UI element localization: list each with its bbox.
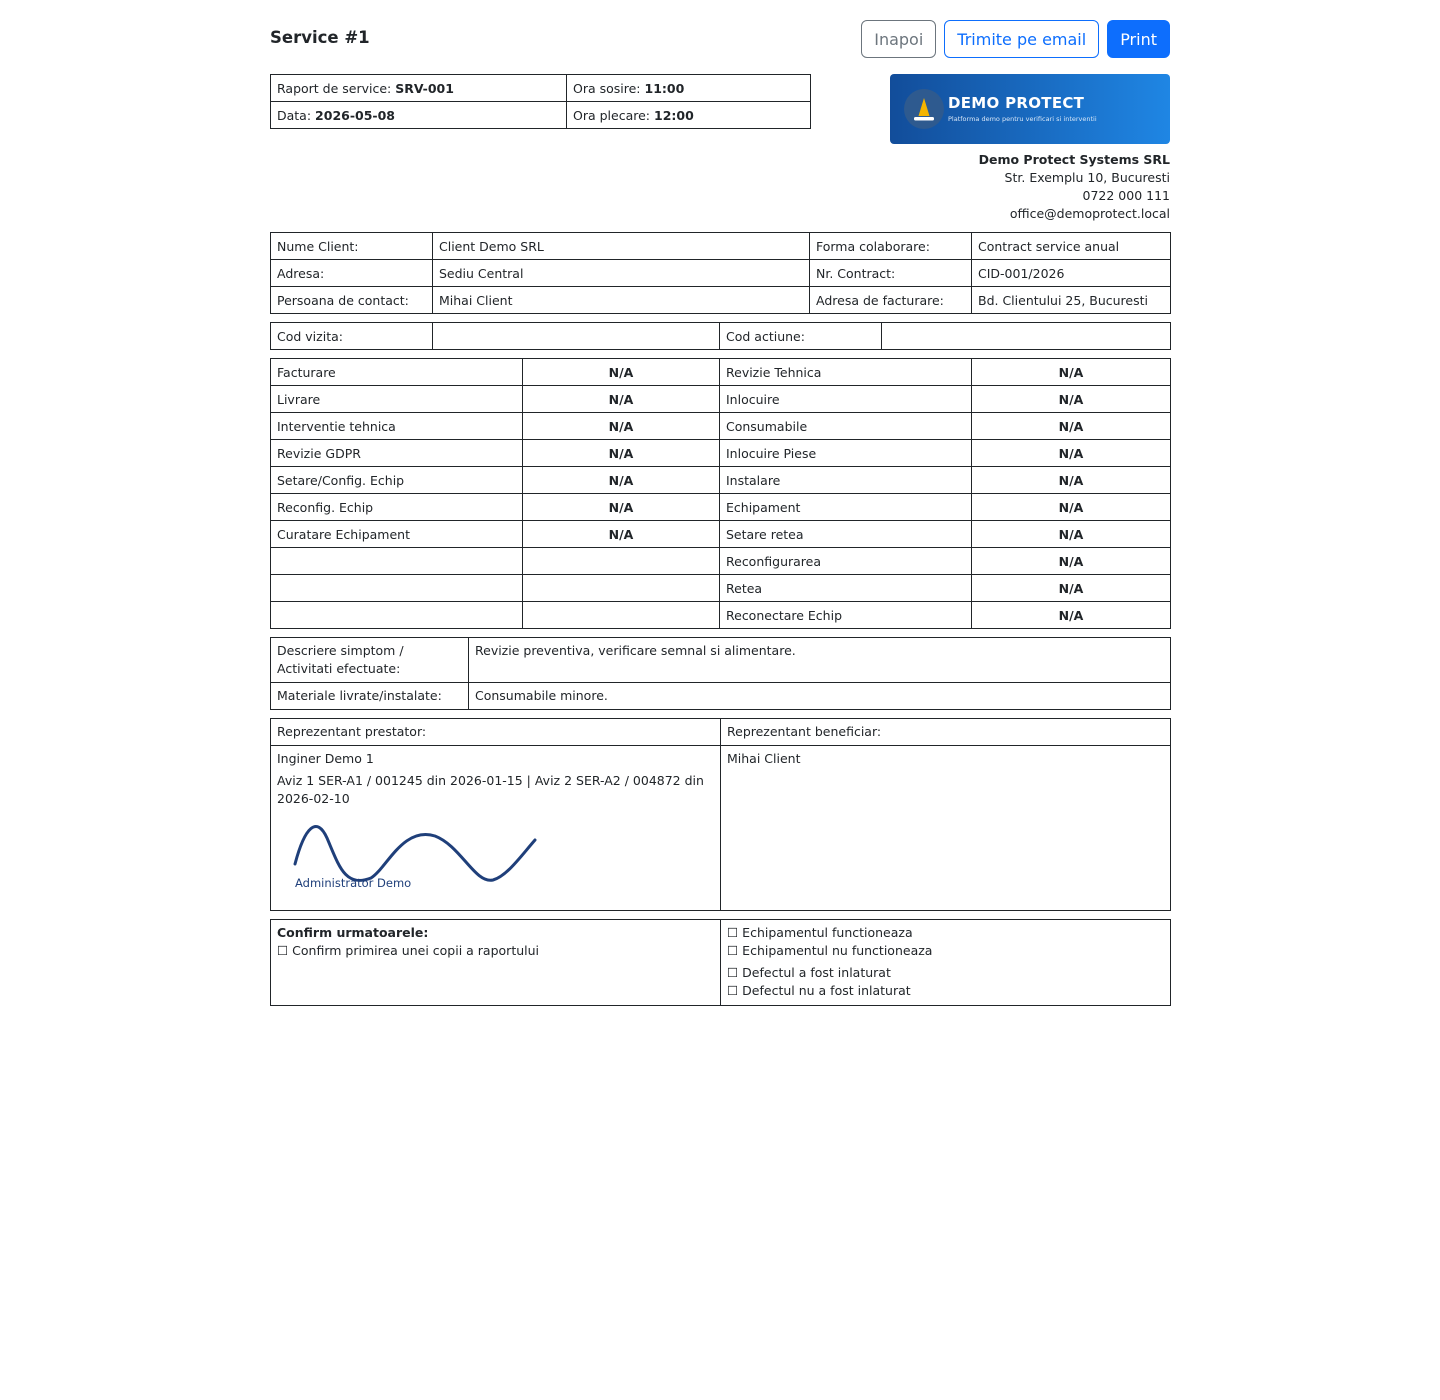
codes-row [271, 323, 1171, 350]
arrival-time-value: 11:00 [644, 80, 685, 96]
report-meta-table [270, 74, 811, 129]
activity-row [271, 575, 1171, 602]
activity-label-left: Setare/Config. Echip [271, 467, 523, 494]
confirm-right-cell [721, 920, 1171, 1006]
activity-label-right: Revizie Tehnica [720, 359, 972, 386]
departure-time-value: 12:00 [654, 107, 694, 123]
company-email: office@demoprotect.local [1009, 206, 1170, 221]
description-table [270, 637, 1171, 710]
signature-name: Administrator Demo [295, 876, 412, 890]
page-header [270, 20, 1170, 58]
client-row [271, 260, 1171, 287]
page-title: Service #1 [270, 28, 370, 47]
company-logo [890, 74, 1170, 144]
activity-label-left: Curatare Echipament [271, 521, 523, 548]
beneficiary-rep-label: Reprezentant beneficiar: [721, 719, 1171, 746]
action-code-label: Cod actiune: [720, 323, 882, 350]
collaboration-value: Contract service anual [972, 233, 1171, 260]
contract-number-value: CID-001/2026 [972, 260, 1171, 287]
beneficiary-rep-name: Mihai Client [727, 751, 801, 766]
activity-value-right: N/A [972, 521, 1171, 548]
activity-label-right: Instalare [720, 467, 972, 494]
logo-tagline: Platforma demo pentru verificari si interventii [948, 115, 1097, 123]
representatives-body-row [271, 746, 1171, 911]
logo-name: DEMO PROTECT [948, 94, 1085, 112]
activity-value-right: N/A [972, 548, 1171, 575]
activity-label-left: Revizie GDPR [271, 440, 523, 467]
beneficiary-rep-cell [721, 746, 1171, 911]
activity-row [271, 521, 1171, 548]
client-row [271, 233, 1171, 260]
confirmation-row [271, 920, 1171, 1006]
logo-emblem [904, 89, 944, 129]
confirm-copy-checkbox[interactable]: ☐ Confirm primirea unei copii a raportului [277, 943, 540, 958]
activity-value-left: N/A [523, 467, 720, 494]
activity-value-left: N/A [523, 386, 720, 413]
activity-row [271, 440, 1171, 467]
visit-code-value [433, 323, 720, 350]
departure-time-cell [567, 102, 811, 129]
activity-row [271, 494, 1171, 521]
activities-table [270, 358, 1171, 629]
report-number-value: SRV-001 [395, 80, 454, 96]
arrival-time-label: Ora sosire: [573, 80, 641, 96]
activity-value-right: N/A [972, 359, 1171, 386]
client-address-value: Sediu Central [433, 260, 810, 287]
collaboration-label: Forma colaborare: [810, 233, 972, 260]
activity-label-right: Echipament [720, 494, 972, 521]
arrival-time-cell [567, 75, 811, 102]
billing-address-label: Adresa de facturare: [810, 287, 972, 314]
confirmation-table [270, 919, 1171, 1006]
company-info [979, 151, 1170, 223]
activity-label-right: Reconfigurarea [720, 548, 972, 575]
cone-icon [904, 89, 944, 129]
activity-value-left [523, 602, 720, 629]
provider-rep-name: Inginer Demo 1 [277, 751, 374, 766]
report-date-label: Data: [277, 107, 312, 123]
activity-value-left: N/A [523, 413, 720, 440]
back-button[interactable]: Inapoi [861, 20, 936, 58]
provider-rep-cell [271, 746, 721, 911]
equipment-not-works-checkbox[interactable]: ☐ Echipamentul nu functioneaza [727, 943, 933, 958]
contract-number-label: Nr. Contract: [810, 260, 972, 287]
description-row [271, 683, 1171, 710]
report-date-value: 2026-05-08 [315, 107, 396, 123]
symptom-value: Revizie preventiva, verificare semnal si alimentare. [469, 638, 1171, 683]
materials-value: Consumabile minore. [469, 683, 1171, 710]
defect-not-fixed-checkbox[interactable]: ☐ Defectul nu a fost inlaturat [727, 983, 911, 998]
activity-label-right: Reconectare Echip [720, 602, 972, 629]
contact-person-value: Mihai Client [433, 287, 810, 314]
activity-row [271, 359, 1171, 386]
activity-row [271, 467, 1171, 494]
departure-time-label: Ora plecare: [573, 107, 651, 123]
print-button[interactable]: Print [1107, 20, 1170, 58]
defect-fixed-checkbox[interactable]: ☐ Defectul a fost inlaturat [727, 965, 891, 980]
activity-value-right: N/A [972, 575, 1171, 602]
activity-value-left: N/A [523, 359, 720, 386]
visit-code-label: Cod vizita: [271, 323, 433, 350]
client-address-label: Adresa: [271, 260, 433, 287]
activity-label-left: Facturare [271, 359, 523, 386]
email-button[interactable]: Trimite pe email [944, 20, 1099, 58]
report-number-label: Raport de service: [277, 80, 392, 96]
activity-label-left [271, 602, 523, 629]
company-name: Demo Protect Systems SRL [978, 152, 1170, 167]
activity-value-right: N/A [972, 413, 1171, 440]
report-date-cell [271, 102, 567, 129]
billing-address-value: Bd. Clientului 25, Bucuresti [972, 287, 1171, 314]
activity-label-left [271, 548, 523, 575]
activity-label-left: Livrare [271, 386, 523, 413]
company-phone: 0722 000 111 [1082, 188, 1170, 203]
activity-value-right: N/A [972, 602, 1171, 629]
header-actions [861, 20, 1170, 58]
activity-row [271, 413, 1171, 440]
activity-value-left: N/A [523, 494, 720, 521]
activity-label-right: Inlocuire Piese [720, 440, 972, 467]
representatives-header-row [271, 719, 1171, 746]
activity-value-left: N/A [523, 521, 720, 548]
client-name-label: Nume Client: [271, 233, 433, 260]
client-row [271, 287, 1171, 314]
confirm-title: Confirm urmatoarele: [277, 925, 429, 940]
report-number-cell [271, 75, 567, 102]
activity-label-right: Inlocuire [720, 386, 972, 413]
activity-row [271, 548, 1171, 575]
activity-value-right: N/A [972, 440, 1171, 467]
action-code-value [882, 323, 1171, 350]
activity-value-right: N/A [972, 467, 1171, 494]
activity-label-right: Setare retea [720, 521, 972, 548]
symptom-label: Descriere simptom / Activitati efectuate: [271, 638, 469, 683]
activity-value-left [523, 575, 720, 602]
activity-label-left [271, 575, 523, 602]
meta-row [271, 75, 811, 102]
materials-label: Materiale livrate/instalate: [271, 683, 469, 710]
confirm-left-cell [271, 920, 721, 1006]
activity-row [271, 386, 1171, 413]
description-row [271, 638, 1171, 683]
equipment-works-checkbox[interactable]: ☐ Echipamentul functioneaza [727, 925, 913, 940]
provider-aviz: Aviz 1 SER-A1 / 001245 din 2026-01-15 | Aviz 2 SER-A2 / 004872 din 2026-02-10 [277, 773, 704, 806]
client-info-table [270, 232, 1171, 314]
activity-label-left: Interventie tehnica [271, 413, 523, 440]
contact-person-label: Persoana de contact: [271, 287, 433, 314]
activity-value-right: N/A [972, 494, 1171, 521]
activity-value-left: N/A [523, 440, 720, 467]
provider-signature [277, 808, 714, 908]
provider-rep-label: Reprezentant prestator: [271, 719, 721, 746]
representatives-table [270, 718, 1171, 911]
activity-label-left: Reconfig. Echip [271, 494, 523, 521]
activity-row [271, 602, 1171, 629]
activity-label-right: Retea [720, 575, 972, 602]
meta-row [271, 102, 811, 129]
activity-value-left [523, 548, 720, 575]
company-address: Str. Exemplu 10, Bucuresti [1004, 170, 1170, 185]
activity-label-right: Consumabile [720, 413, 972, 440]
codes-table [270, 322, 1171, 350]
activity-value-right: N/A [972, 386, 1171, 413]
client-name-value: Client Demo SRL [433, 233, 810, 260]
